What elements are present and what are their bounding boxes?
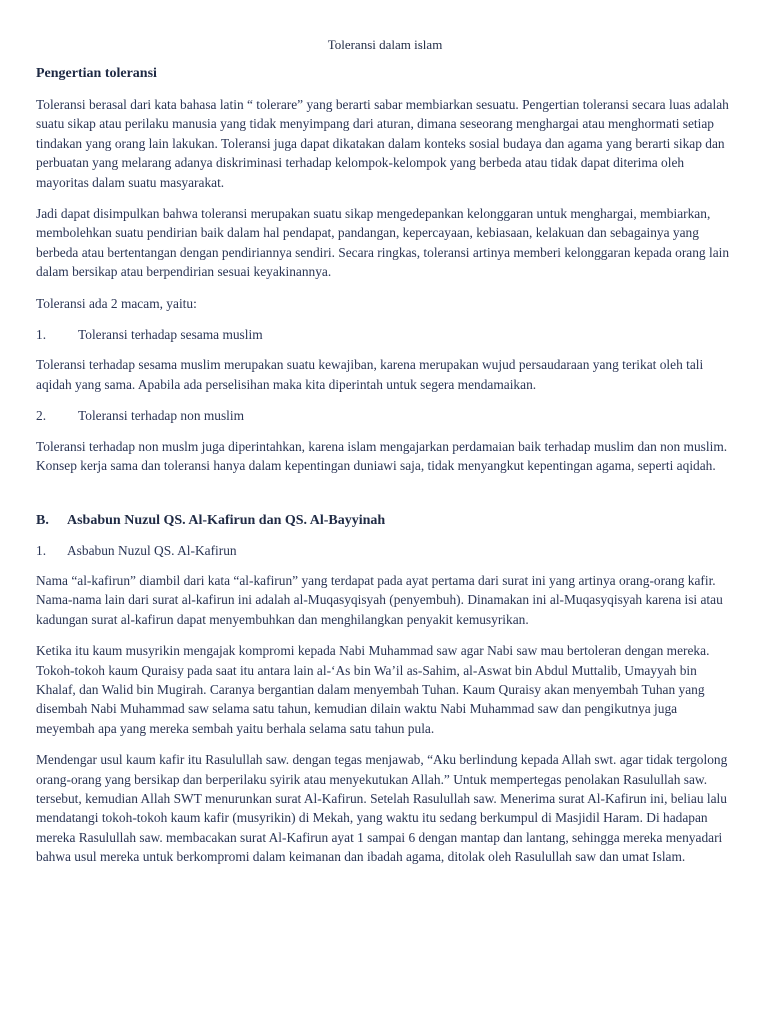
list-number: 1. [36,542,47,558]
document-page [36,36,734,879]
heading-pengertian-toleransi: Pengertian toleransi [36,66,157,81]
paragraph: Nama “al-kafirun” diambil dari kata “al-kafirun” yang terdapat pada ayat pertama dari surat ini yang artinya orang-orang kafir. Nama-nama lain dari surat al-kafirun ini adalah al-Muqasyqisyah (penyembuh). Dinamakan ini al-Muqasyqisyah karena isi atau kadungan surat al-kafirun dapat menyembuhkan dan menghilangkan penyakit kemusyrikan. [36,572,723,627]
list-item-label: Asbabun Nuzul QS. Al-Kafirun [67,542,237,558]
list-item-label: Toleransi terhadap sesama muslim [78,327,263,343]
list-item-toleransi-non-muslim [36,406,734,425]
paragraph: Toleransi terhadap sesama muslim merupakan suatu kewajiban, karena merupakan wujud persaudaraan yang terikat oleh tali aqidah yang sama. Apabila ada perselisihan maka kita diperintah untuk segera mendamaikan. [36,357,704,392]
list-item-label: Toleransi terhadap non muslim [78,408,245,424]
paragraph: Ketika itu kaum musyrikin mengajak kompromi kepada Nabi Muhammad saw agar Nabi saw mau bertoleran dengan mereka. Tokoh-tokoh kaum Quraisy pada saat itu antara lain al-‘As bin Wa’il as-Sahim, al-Aswat bin Abdul Muttalib, Umayyah bin Khalaf, dan Walid bin Mugirah. Caranya bergantian dalam menyembah Tuhan. Kaum Quraisy akan menyembah Tuhan yang disembah Nabi Muhammad saw selama satu tahun, kemudian dilain waktu Nabi Muhammad saw dan pengikutnya juga meyembah apa yang mereka sembah yaitu berhala selama satu tahun pula. [36,643,710,736]
paragraph: Toleransi terhadap non muslm juga diperintahkan, karena islam mengajarkan perdamaian baik terhadap muslim dan non muslim. Konsep kerja sama dan toleransi hanya dalam kepentingan duniawi saja, tidak menyangkut kepentingan agama, seperti aqidah. [36,438,728,474]
list-item-asbabun-nuzul-al-kafirun [36,541,734,560]
section-b-heading [36,511,734,530]
section-title: Asbabun Nuzul QS. Al-Kafirun dan QS. Al-Bayyinah [67,512,386,528]
list-number: 2. [36,408,47,424]
paragraph: Mendengar usul kaum kafir itu Rasulullah saw. dengan tegas menjawab, “Aku berlindung kepada Allah swt. agar tidak tergolong orang-orang yang bersikap dan berperilaku syirik atau menyekutukan Allah.” Untuk mempertegas penolakan Rasulullah saw. tersebut, kemudian Allah SWT menurunkan surat Al-Kafirun. Setelah Rasulullah saw. Menerima surat Al-Kafirun ini, beliau lalu mendatangi tokoh-tokoh kaum kafir (musyrikin) di Mekah, yang waktu itu sedang berkumpul di Masjidil Haram. Di hadapan mereka Rasulullah saw. membacakan surat Al-Kafirun ayat 1 sampai 6 dengan mantap dan lantang, sehingga mereka menyadari bahwa usul mereka untuk berkompromi dalam keimanan dan ibadah agama, ditolak oleh Rasulullah saw dan umat Islam. [36,752,728,865]
paragraph: Jadi dapat disimpulkan bahwa toleransi merupakan suatu sikap mengedepankan kelonggaran untuk menghargai, membiarkan, membolehkan suatu pendirian baik dalam hal pendapat, pandangan, kepercayaan, kebiasaan, kelakuan dan sebagainya yang berbeda atau bertentangan dengan pendiriannya sendiri. Secara ringkas, toleransi artinya memberi kelonggaran kepada orang lain dalam bersikap atau berpendirian sesuai keyakinannya. [36,206,730,280]
list-item-toleransi-sesama-muslim [36,325,734,344]
section-number: B. [36,512,49,528]
document-title: Toleransi dalam islam [327,37,443,52]
paragraph: Toleransi ada 2 macam, yaitu: [36,295,197,311]
spacer [36,488,734,511]
paragraph: Toleransi berasal dari kata bahasa latin “ tolerare” yang berarti sabar membiarkan sesuatu. Pengertian toleransi secara luas adalah suatu sikap atau perilaku manusia yang tidak menyimpang dari aturan, dimana seseorang menghargai atau menghormati setiap tindakan yang orang lain lakukan. Toleransi juga dapat dikatakan dalam konteks sosial budaya dan agama yang berarti sikap dan perbuatan yang melarang adanya diskriminasi terhadap kelompok-kelompok yang berbeda atau tidak dapat diterima oleh mayoritas dalam suatu masyarakat. [36,97,729,190]
list-number: 1. [36,327,47,343]
